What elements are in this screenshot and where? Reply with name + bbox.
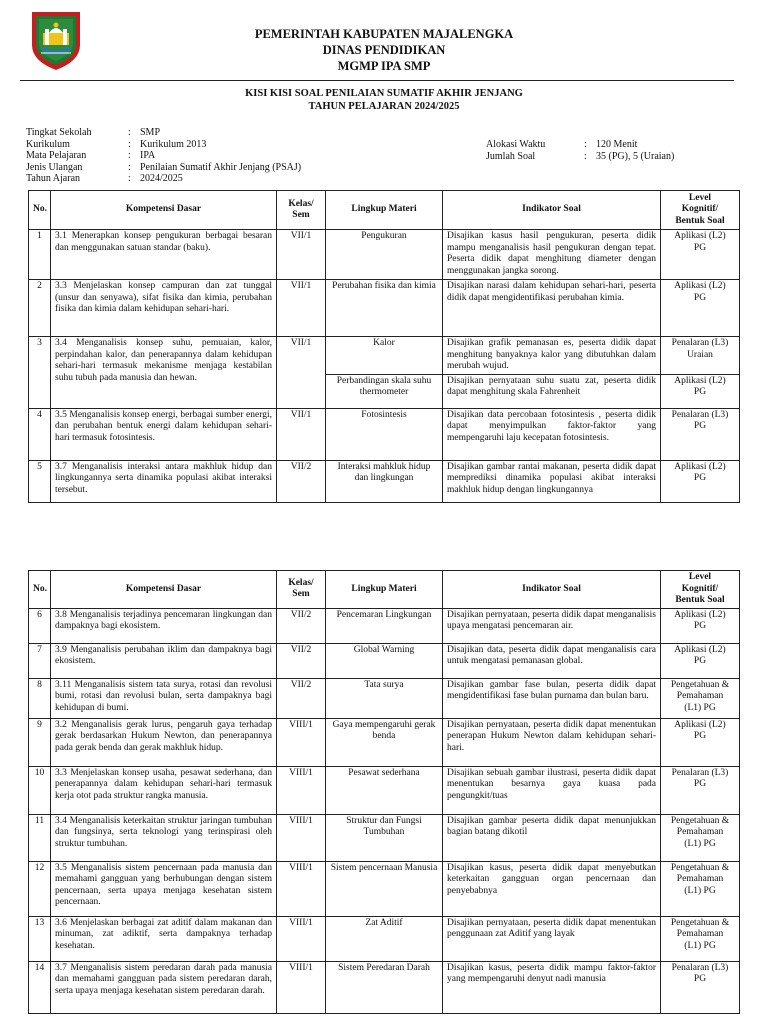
header-divider xyxy=(20,80,734,81)
cell-materi: Sistem Peredaran Darah xyxy=(326,961,443,1013)
cell-no: 1 xyxy=(29,230,51,280)
cell-materi: Interaksi mahkluk hidup dan lingkungan xyxy=(326,460,443,502)
table-row xyxy=(29,961,740,1013)
office-name: DINAS PENDIDIKAN xyxy=(322,43,446,57)
cell-indikator: Disajikan pernyataan, peserta didik dapat menganalisis upaya mengatasi pencemaran air. xyxy=(443,608,661,643)
cell-no: 10 xyxy=(29,766,51,814)
meta-label: Mata Pelajaran xyxy=(26,150,87,161)
table-row xyxy=(29,718,740,766)
cell-level: Aplikasi (L2) PG xyxy=(661,280,740,337)
table-row xyxy=(29,408,740,460)
meta-row xyxy=(26,150,301,162)
meta-colon: : xyxy=(128,161,131,173)
meta-label: Tahun Ajaran xyxy=(26,173,81,184)
meta-value: IPA xyxy=(140,150,156,161)
cell-kd: 3.5 Menganalisis konsep energi, berbagai sumber energi, dan perubahan bentuk energi dalam kehidupan sehari-hari termasuk fotosintesis. xyxy=(51,408,277,460)
cell-indikator: Disajikan gambar peserta didik dapat menunjukkan bagian batang dikotil xyxy=(443,814,661,861)
cell-kelas: VII/2 xyxy=(277,460,326,502)
cell-no: 11 xyxy=(29,814,51,861)
cell-indikator: Disajikan narasi dalam kehidupan sehari-hari, peserta didik dapat mengidentifikasi perubahan kimia. xyxy=(443,280,661,337)
cell-materi: Gaya mempengaruhi gerak benda xyxy=(326,718,443,766)
table-row xyxy=(29,678,740,718)
meta-colon: : xyxy=(584,150,587,162)
cell-materi: Sistem pencernaan Manusia xyxy=(326,861,443,916)
title-line-2: TAHUN PELAJARAN 2024/2025 xyxy=(308,101,460,112)
meta-value: SMP xyxy=(140,127,161,138)
cell-no: 6 xyxy=(29,608,51,643)
cell-level: Penalaran (L3) PG xyxy=(661,961,740,1013)
col-indikator-soal-header: Indikator Soal xyxy=(443,571,661,609)
cell-kd: 3.1 Menerapkan konsep pengukuran berbagai besaran dan menggunakan satuan standar (baku). xyxy=(51,230,277,280)
cell-no: 4 xyxy=(29,408,51,460)
table-header-row xyxy=(29,571,740,609)
cell-kelas: VIII/1 xyxy=(277,814,326,861)
cell-kd: 3.3 Menjelaskan konsep campuran dan zat tunggal (unsur dan senyawa), sifat fisika dan kimia, perubahan fisika dan kimia dalam kehidupan sehari-hari. xyxy=(51,280,277,337)
cell-kelas: VIII/1 xyxy=(277,766,326,814)
cell-indikator: Disajikan data, peserta didik dapat menganalisis cara untuk mengatasi pemanasan global. xyxy=(443,643,661,678)
table-row xyxy=(29,230,740,280)
group-name: MGMP IPA SMP xyxy=(337,59,431,73)
cell-materi: Pengukuran xyxy=(326,230,443,280)
meta-colon: : xyxy=(128,138,131,150)
col-level-kognitif-header: Level Kognitif/ Bentuk Soal xyxy=(661,191,740,230)
cell-materi: Perubahan fisika dan kimia xyxy=(326,280,443,337)
meta-value: Penilaian Sumatif Akhir Jenjang (PSAJ) xyxy=(140,161,302,173)
table-row xyxy=(29,814,740,861)
meta-value: Kurikulum 2013 xyxy=(140,138,207,150)
kisi-table-2 xyxy=(28,570,740,1014)
cell-indikator: Disajikan kasus hasil pengukuran, peserta didik mampu menganalisis hasil pengukuran dengan tepat. Peserta didik dapat menghitung diameter dengan menggunakan jangka sorong. xyxy=(443,230,661,280)
table-row xyxy=(29,861,740,916)
table-row xyxy=(29,337,740,375)
cell-kd: 3.3 Menjelaskan konsep usaha, pesawat sederhana, dan penerapannya dalam kehidupan sehari-hari termasuk kerja otot pada struktur rangka manusia. xyxy=(51,766,277,814)
cell-indikator: Disajikan sebuah gambar ilustrasi, peserta didik dapat menentukan besarnya gaya kuasa pada pengungkit/tuas xyxy=(443,766,661,814)
meta-label: Tingkat Sekolah xyxy=(26,127,92,138)
cell-level: Aplikasi (L2) PG xyxy=(661,608,740,643)
col-no-header: No. xyxy=(29,191,51,230)
col-kelas-sem-header: Kelas/ Sem xyxy=(277,191,326,230)
government-name: PEMERINTAH KABUPATEN MAJALENGKA xyxy=(254,27,514,41)
cell-indikator: Disajikan gambar fase bulan, peserta didik dapat mengidentifikasi fase bulan purnama dan bulan baru. xyxy=(443,678,661,718)
cell-materi: Kalor xyxy=(326,337,443,375)
cell-kd: 3.9 Menganalisis perubahan iklim dan dampaknya bagi ekosistem. xyxy=(51,643,277,678)
cell-materi: Struktur dan Fungsi Tumbuhan xyxy=(326,814,443,861)
col-lingkup-materi-header: Lingkup Materi xyxy=(326,571,443,609)
cell-kd: 3.7 Menganalisis interaksi antara makhluk hidup dan lingkungannya serta dinamika populasi akibat interaksi tersebut. xyxy=(51,460,277,502)
cell-kelas: VIII/1 xyxy=(277,961,326,1013)
cell-kelas: VII/2 xyxy=(277,678,326,718)
cell-kelas: VII/1 xyxy=(277,230,326,280)
cell-kd: 3.5 Menganalisis sistem pencernaan pada manusia dan memahami gangguan yang berhubungan dengan sistem pencernaan, serta upaya menjaga kesehatan sistem pencernaan. xyxy=(51,861,277,916)
table-row xyxy=(29,608,740,643)
table-row xyxy=(29,280,740,337)
table-row xyxy=(29,916,740,961)
cell-no: 12 xyxy=(29,861,51,916)
cell-level: Penalaran (L3) Uraian xyxy=(661,337,740,375)
meta-label: Alokasi Waktu xyxy=(486,139,546,150)
col-lingkup-materi-header: Lingkup Materi xyxy=(326,191,443,230)
cell-kd: 3.6 Menjelaskan berbagai zat aditif dalam makanan dan minuman, zat adiktif, serta dampaknya terhadap kesehatan. xyxy=(51,916,277,961)
cell-indikator: Disajikan pernyataan, peserta didik dapat menentukan penerapan Hukum Newton dalam kehidupan sehari-hari. xyxy=(443,718,661,766)
col-no-header: No. xyxy=(29,571,51,609)
cell-no: 3 xyxy=(29,337,51,409)
cell-kd: 3.2 Menganalisis gerak lurus, pengaruh gaya terhadap gerak berdasarkan Hukum Newton, dan penerapannya pada gerak benda dan gerak makhluk hidup. xyxy=(51,718,277,766)
meta-row xyxy=(486,139,674,151)
cell-indikator: Disajikan kasus, peserta didik dapat menyebutkan keterkaitan gangguan organ pencernaan dan penyebabnya xyxy=(443,861,661,916)
cell-kd: 3.4 Menganalisis konsep suhu, pemuaian, kalor, perpindahan kalor, dan penerapannya dalam kehidupan sehari-hari termasuk mekanisme menjaga kestabilan suhu tubuh pada manusia dan hewan. xyxy=(51,337,277,409)
meta-label: Jenis Ulangan xyxy=(26,161,83,173)
cell-kd: 3.4 Menganalisis keterkaitan struktur jaringan tumbuhan dan fungsinya, serta teknologi yang terinspirasi oleh struktur tumbuhan. xyxy=(51,814,277,861)
table-row xyxy=(29,460,740,502)
cell-indikator: Disajikan pernyataan suhu suatu zat, peserta didik dapat menghitung skala Fahrenheit xyxy=(443,374,661,408)
cell-no: 5 xyxy=(29,460,51,502)
cell-kelas: VII/1 xyxy=(277,337,326,409)
cell-no: 2 xyxy=(29,280,51,337)
meta-row xyxy=(26,127,301,139)
cell-materi: Fotosintesis xyxy=(326,408,443,460)
cell-materi: Zat Aditif xyxy=(326,916,443,961)
cell-no: 7 xyxy=(29,643,51,678)
cell-level: Aplikasi (L2) PG xyxy=(661,374,740,408)
meta-label: Kurikulum xyxy=(26,138,70,150)
cell-level: Aplikasi (L2) PG xyxy=(661,643,740,678)
cell-materi: Pencemaran Lingkungan xyxy=(326,608,443,643)
cell-level: Aplikasi (L2) PG xyxy=(661,230,740,280)
document-title xyxy=(120,87,648,113)
cell-indikator: Disajikan data percobaan fotosintesis , peserta didik dapat menyimpulkan faktor-faktor yang mempengaruhi laju kecepatan fotosintesis. xyxy=(443,408,661,460)
cell-indikator: Disajikan grafik pemanasan es, peserta didik dapat menghitung banyaknya kalor yang dibutuhkan dalam merubah wujud. xyxy=(443,337,661,375)
col-level-kognitif-header: Level Kognitif/ Bentuk Soal xyxy=(661,571,740,609)
cell-level: Pengetahuan & Pemahaman (L1) PG xyxy=(661,678,740,718)
col-kelas-sem-header: Kelas/ Sem xyxy=(277,571,326,609)
table-row xyxy=(29,766,740,814)
meta-info-right xyxy=(486,139,674,162)
meta-row xyxy=(26,139,301,151)
cell-no: 14 xyxy=(29,961,51,1013)
kisi-table-1 xyxy=(28,190,740,503)
col-indikator-soal-header: Indikator Soal xyxy=(443,191,661,230)
cell-level: Pengetahuan & Pemahaman (L1) PG xyxy=(661,916,740,961)
cell-materi: Pesawat sederhana xyxy=(326,766,443,814)
cell-level: Pengetahuan & Pemahaman (L1) PG xyxy=(661,861,740,916)
cell-kd: 3.7 Menganalisis sistem peredaran darah pada manusia dan memahami gangguan pada sistem peredaran darah, serta upaya menjaga kesehatan sistem peredaran darah. xyxy=(51,961,277,1013)
cell-level: Penalaran (L3) PG xyxy=(661,766,740,814)
meta-row xyxy=(26,162,301,174)
cell-no: 13 xyxy=(29,916,51,961)
meta-colon: : xyxy=(584,139,587,150)
cell-kelas: VII/1 xyxy=(277,280,326,337)
meta-colon: : xyxy=(128,150,131,161)
cell-kelas: VIII/1 xyxy=(277,718,326,766)
cell-level: Aplikasi (L2) PG xyxy=(661,460,740,502)
meta-label: Jumlah Soal xyxy=(486,150,536,162)
meta-colon: : xyxy=(128,127,131,138)
cell-kelas: VII/2 xyxy=(277,643,326,678)
meta-row xyxy=(486,151,674,163)
col-kompetensi-dasar-header: Kompetensi Dasar xyxy=(51,571,277,609)
col-kompetensi-dasar-header: Kompetensi Dasar xyxy=(51,191,277,230)
cell-level: Penalaran (L3) PG xyxy=(661,408,740,460)
meta-row xyxy=(26,173,301,185)
cell-indikator: Disajikan pernyataan, peserta didik dapat menentukan penggunaan zat Aditif yang layak xyxy=(443,916,661,961)
title-line-1: KISI KISI SOAL PENILAIAN SUMATIF AKHIR JENJANG xyxy=(245,88,523,99)
cell-indikator: Disajikan kasus, peserta didik mampu faktor-faktor yang mempengaruhi denyut nadi manusia xyxy=(443,961,661,1013)
table-header-row xyxy=(29,191,740,230)
majalengka-emblem-icon xyxy=(30,9,82,71)
cell-materi: Global Warning xyxy=(326,643,443,678)
cell-no: 8 xyxy=(29,678,51,718)
table-row xyxy=(29,643,740,678)
cell-kelas: VIII/1 xyxy=(277,916,326,961)
cell-materi: Perbandingan skala suhu thermometer xyxy=(326,374,443,408)
cell-kd: 3.8 Menganalisis terjadinya pencemaran lingkungan dan dampaknya bagi ekosistem. xyxy=(51,608,277,643)
cell-indikator: Disajikan gambar rantai makanan, peserta didik dapat memprediksi dinamika populasi akibat interaksi makhluk hidup dengan lingkungannya xyxy=(443,460,661,502)
cell-no: 9 xyxy=(29,718,51,766)
cell-materi: Tata surya xyxy=(326,678,443,718)
meta-value: 35 (PG), 5 (Uraian) xyxy=(596,150,675,162)
cell-level: Pengetahuan & Pemahaman (L1) PG xyxy=(661,814,740,861)
meta-value: 120 Menit xyxy=(596,139,638,150)
cell-kelas: VII/1 xyxy=(277,408,326,460)
cell-kelas: VII/2 xyxy=(277,608,326,643)
meta-info-left xyxy=(26,127,301,185)
institution-header xyxy=(120,26,648,74)
cell-level: Aplikasi (L2) PG xyxy=(661,718,740,766)
meta-colon: : xyxy=(128,173,131,184)
cell-kd: 3.11 Menganalisis sistem tata surya, rotasi dan revolusi bumi, rotasi dan revolusi bulan, serta dampaknya bagi kehidupan di bumi. xyxy=(51,678,277,718)
cell-kelas: VIII/1 xyxy=(277,861,326,916)
meta-value: 2024/2025 xyxy=(140,173,183,184)
